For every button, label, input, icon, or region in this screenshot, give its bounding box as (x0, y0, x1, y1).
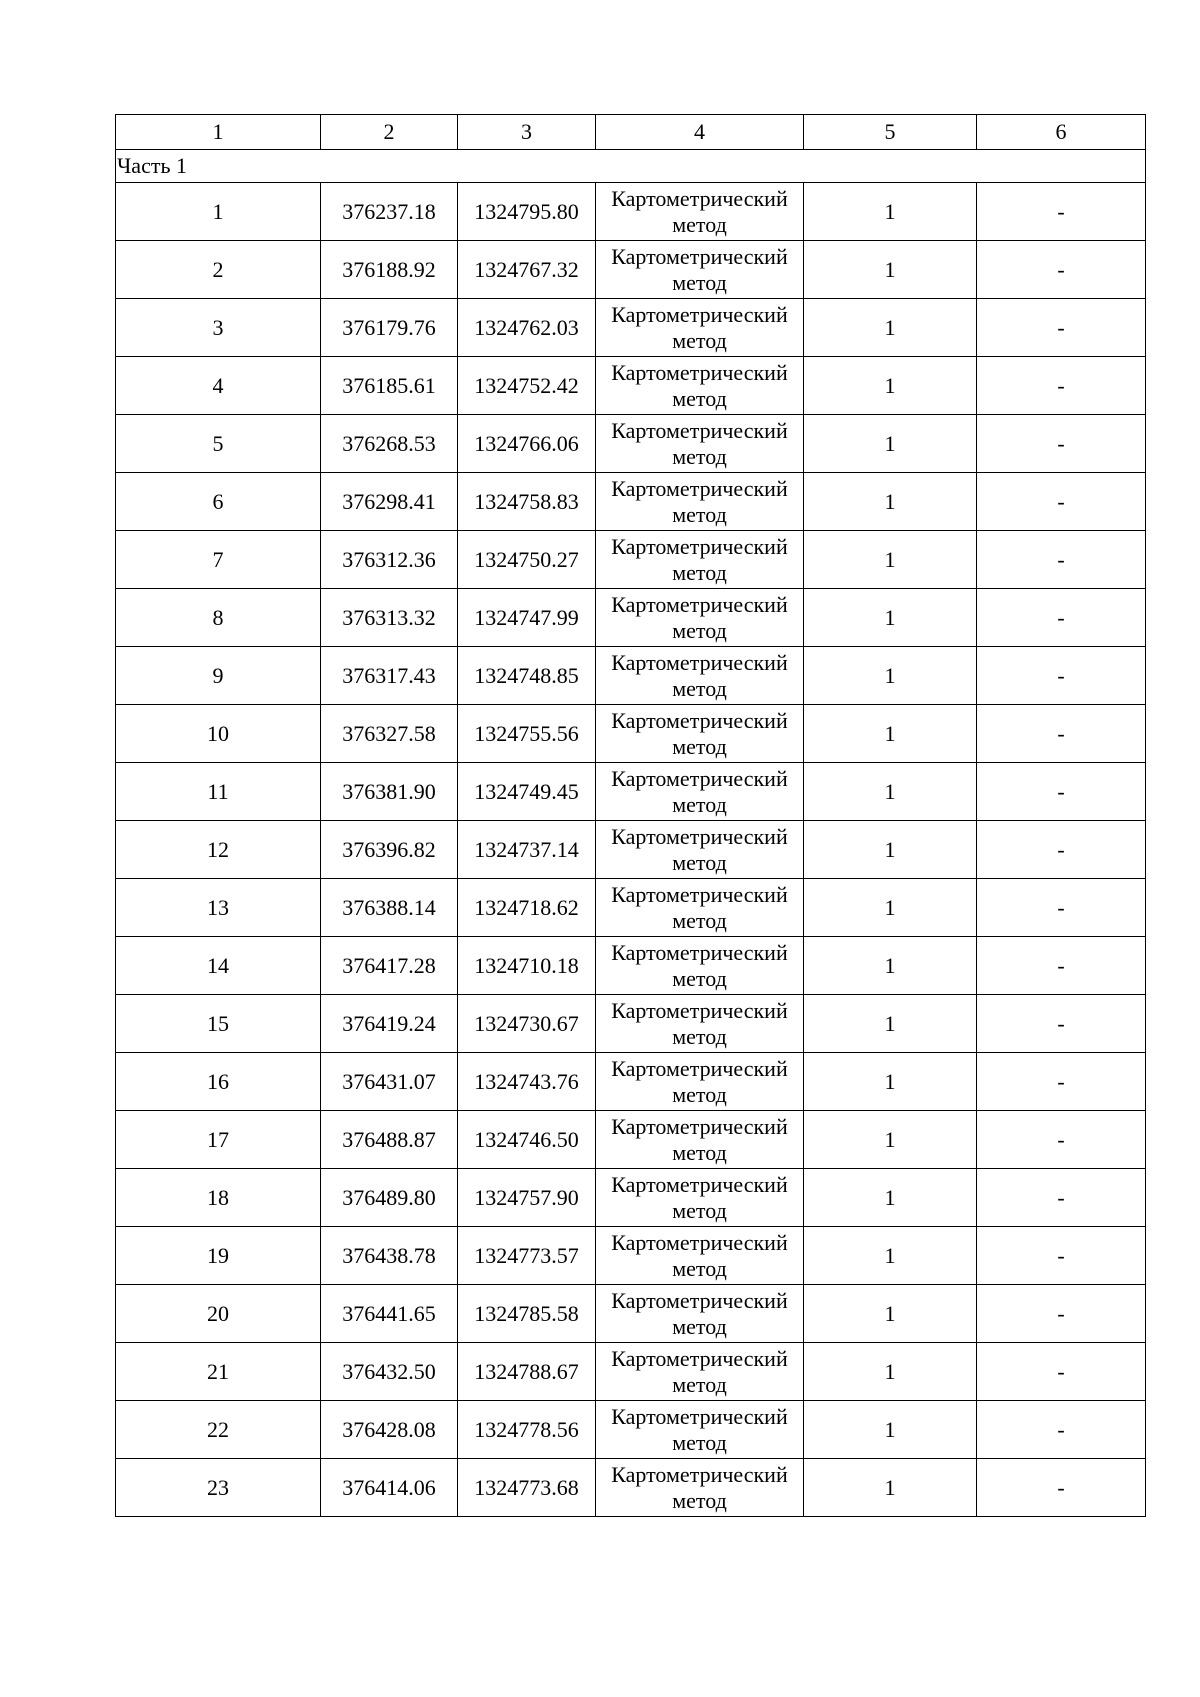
point-number-cell: 17 (116, 1111, 321, 1169)
accuracy-cell: 1 (804, 299, 977, 357)
accuracy-cell: 1 (804, 473, 977, 531)
note-cell: - (977, 299, 1146, 357)
method-line-2: метод (672, 675, 727, 701)
method-line-1: Картометрический (611, 1287, 788, 1313)
note-cell: - (977, 531, 1146, 589)
coordinates-table (115, 114, 1146, 1517)
method-line-1: Картометрический (611, 997, 788, 1023)
note-cell: - (977, 1111, 1146, 1169)
note-cell: - (977, 1343, 1146, 1401)
method-cell (596, 473, 804, 531)
x-coordinate-cell: 376431.07 (321, 1053, 458, 1111)
x-coordinate-cell: 376388.14 (321, 879, 458, 937)
method-line-2: метод (672, 1429, 727, 1455)
accuracy-cell: 1 (804, 531, 977, 589)
method-line-2: метод (672, 1139, 727, 1165)
table-row (116, 241, 1146, 299)
method-line-2: метод (672, 385, 727, 411)
note-cell: - (977, 415, 1146, 473)
accuracy-cell: 1 (804, 821, 977, 879)
x-coordinate-cell: 376313.32 (321, 589, 458, 647)
method-line-2: метод (672, 501, 727, 527)
y-coordinate-cell: 1324788.67 (458, 1343, 596, 1401)
point-number-cell: 22 (116, 1401, 321, 1459)
point-number-cell: 10 (116, 705, 321, 763)
table-row (116, 299, 1146, 357)
table-row (116, 821, 1146, 879)
table-row (116, 357, 1146, 415)
note-cell: - (977, 995, 1146, 1053)
point-number-cell: 8 (116, 589, 321, 647)
accuracy-cell: 1 (804, 183, 977, 241)
point-number-cell: 14 (116, 937, 321, 995)
y-coordinate-cell: 1324773.68 (458, 1459, 596, 1517)
table-row (116, 183, 1146, 241)
point-number-cell: 2 (116, 241, 321, 299)
method-line-1: Картометрический (611, 533, 788, 559)
document-page (115, 114, 1145, 1517)
method-line-1: Картометрический (611, 1055, 788, 1081)
method-line-1: Картометрический (611, 1345, 788, 1371)
table-row (116, 1227, 1146, 1285)
method-line-1: Картометрический (611, 475, 788, 501)
table-row (116, 705, 1146, 763)
column-number-cell: 6 (977, 115, 1146, 150)
table-row (116, 937, 1146, 995)
accuracy-cell: 1 (804, 763, 977, 821)
x-coordinate-cell: 376488.87 (321, 1111, 458, 1169)
x-coordinate-cell: 376317.43 (321, 647, 458, 705)
y-coordinate-cell: 1324755.56 (458, 705, 596, 763)
accuracy-cell: 1 (804, 1053, 977, 1111)
method-line-2: метод (672, 1255, 727, 1281)
method-line-1: Картометрический (611, 1229, 788, 1255)
method-line-1: Картометрический (611, 649, 788, 675)
method-cell (596, 937, 804, 995)
method-line-2: метод (672, 791, 727, 817)
note-cell: - (977, 647, 1146, 705)
method-line-2: метод (672, 1197, 727, 1223)
note-cell: - (977, 473, 1146, 531)
method-line-2: метод (672, 211, 727, 237)
point-number-cell: 6 (116, 473, 321, 531)
column-number-cell: 4 (596, 115, 804, 150)
method-cell (596, 763, 804, 821)
accuracy-cell: 1 (804, 995, 977, 1053)
accuracy-cell: 1 (804, 357, 977, 415)
section-row (116, 150, 1146, 183)
x-coordinate-cell: 376396.82 (321, 821, 458, 879)
method-cell (596, 1343, 804, 1401)
column-number-cell: 1 (116, 115, 321, 150)
table-row (116, 589, 1146, 647)
point-number-cell: 7 (116, 531, 321, 589)
y-coordinate-cell: 1324773.57 (458, 1227, 596, 1285)
y-coordinate-cell: 1324785.58 (458, 1285, 596, 1343)
y-coordinate-cell: 1324778.56 (458, 1401, 596, 1459)
point-number-cell: 12 (116, 821, 321, 879)
method-cell (596, 1053, 804, 1111)
table-row (116, 1343, 1146, 1401)
method-line-1: Картометрический (611, 939, 788, 965)
y-coordinate-cell: 1324767.32 (458, 241, 596, 299)
method-line-1: Картометрический (611, 359, 788, 385)
method-cell (596, 1111, 804, 1169)
x-coordinate-cell: 376327.58 (321, 705, 458, 763)
method-cell (596, 1401, 804, 1459)
method-line-1: Картометрический (611, 243, 788, 269)
x-coordinate-cell: 376438.78 (321, 1227, 458, 1285)
accuracy-cell: 1 (804, 1343, 977, 1401)
method-cell (596, 531, 804, 589)
method-line-1: Картометрический (611, 185, 788, 211)
accuracy-cell: 1 (804, 589, 977, 647)
method-line-1: Картометрический (611, 765, 788, 791)
y-coordinate-cell: 1324746.50 (458, 1111, 596, 1169)
method-line-2: метод (672, 965, 727, 991)
accuracy-cell: 1 (804, 1169, 977, 1227)
y-coordinate-cell: 1324749.45 (458, 763, 596, 821)
y-coordinate-cell: 1324750.27 (458, 531, 596, 589)
x-coordinate-cell: 376179.76 (321, 299, 458, 357)
table-body (116, 115, 1146, 1517)
table-row (116, 531, 1146, 589)
table-row (116, 995, 1146, 1053)
section-label: Часть 1 (116, 150, 1146, 183)
accuracy-cell: 1 (804, 1227, 977, 1285)
method-cell (596, 241, 804, 299)
table-row (116, 1169, 1146, 1227)
x-coordinate-cell: 376381.90 (321, 763, 458, 821)
method-line-2: метод (672, 559, 727, 585)
method-line-2: метод (672, 1081, 727, 1107)
method-line-2: метод (672, 1371, 727, 1397)
note-cell: - (977, 1169, 1146, 1227)
accuracy-cell: 1 (804, 647, 977, 705)
note-cell: - (977, 241, 1146, 299)
method-cell (596, 299, 804, 357)
method-line-1: Картометрический (611, 881, 788, 907)
note-cell: - (977, 1459, 1146, 1517)
point-number-cell: 1 (116, 183, 321, 241)
method-line-2: метод (672, 1313, 727, 1339)
x-coordinate-cell: 376489.80 (321, 1169, 458, 1227)
method-cell (596, 589, 804, 647)
table-row (116, 763, 1146, 821)
accuracy-cell: 1 (804, 415, 977, 473)
y-coordinate-cell: 1324747.99 (458, 589, 596, 647)
method-cell (596, 1459, 804, 1517)
x-coordinate-cell: 376237.18 (321, 183, 458, 241)
note-cell: - (977, 763, 1146, 821)
point-number-cell: 15 (116, 995, 321, 1053)
note-cell: - (977, 705, 1146, 763)
method-cell (596, 821, 804, 879)
x-coordinate-cell: 376432.50 (321, 1343, 458, 1401)
y-coordinate-cell: 1324752.42 (458, 357, 596, 415)
x-coordinate-cell: 376188.92 (321, 241, 458, 299)
note-cell: - (977, 821, 1146, 879)
method-line-2: метод (672, 1023, 727, 1049)
point-number-cell: 11 (116, 763, 321, 821)
accuracy-cell: 1 (804, 937, 977, 995)
method-cell (596, 415, 804, 473)
note-cell: - (977, 589, 1146, 647)
x-coordinate-cell: 376414.06 (321, 1459, 458, 1517)
point-number-cell: 21 (116, 1343, 321, 1401)
method-line-2: метод (672, 327, 727, 353)
method-cell (596, 1169, 804, 1227)
y-coordinate-cell: 1324718.62 (458, 879, 596, 937)
point-number-cell: 4 (116, 357, 321, 415)
accuracy-cell: 1 (804, 241, 977, 299)
y-coordinate-cell: 1324737.14 (458, 821, 596, 879)
x-coordinate-cell: 376268.53 (321, 415, 458, 473)
method-cell (596, 705, 804, 763)
table-row (116, 1053, 1146, 1111)
table-row (116, 473, 1146, 531)
point-number-cell: 3 (116, 299, 321, 357)
y-coordinate-cell: 1324766.06 (458, 415, 596, 473)
x-coordinate-cell: 376185.61 (321, 357, 458, 415)
method-cell (596, 1227, 804, 1285)
note-cell: - (977, 1401, 1146, 1459)
method-line-1: Картометрический (611, 1403, 788, 1429)
table-row (116, 647, 1146, 705)
method-line-2: метод (672, 907, 727, 933)
x-coordinate-cell: 376441.65 (321, 1285, 458, 1343)
method-line-1: Картометрический (611, 823, 788, 849)
x-coordinate-cell: 376428.08 (321, 1401, 458, 1459)
accuracy-cell: 1 (804, 1459, 977, 1517)
point-number-cell: 20 (116, 1285, 321, 1343)
method-cell (596, 1285, 804, 1343)
method-cell (596, 995, 804, 1053)
method-cell (596, 183, 804, 241)
accuracy-cell: 1 (804, 1111, 977, 1169)
x-coordinate-cell: 376298.41 (321, 473, 458, 531)
accuracy-cell: 1 (804, 705, 977, 763)
table-row (116, 1111, 1146, 1169)
x-coordinate-cell: 376417.28 (321, 937, 458, 995)
method-line-2: метод (672, 443, 727, 469)
column-number-cell: 5 (804, 115, 977, 150)
column-number-cell: 2 (321, 115, 458, 150)
y-coordinate-cell: 1324762.03 (458, 299, 596, 357)
table-row (116, 1285, 1146, 1343)
table-row (116, 1401, 1146, 1459)
note-cell: - (977, 879, 1146, 937)
method-line-1: Картометрический (611, 707, 788, 733)
point-number-cell: 19 (116, 1227, 321, 1285)
point-number-cell: 9 (116, 647, 321, 705)
accuracy-cell: 1 (804, 1401, 977, 1459)
note-cell: - (977, 1285, 1146, 1343)
note-cell: - (977, 1227, 1146, 1285)
method-line-2: метод (672, 849, 727, 875)
column-number-row (116, 115, 1146, 150)
table-row (116, 1459, 1146, 1517)
method-line-2: метод (672, 269, 727, 295)
accuracy-cell: 1 (804, 1285, 977, 1343)
note-cell: - (977, 937, 1146, 995)
method-line-2: метод (672, 1487, 727, 1513)
y-coordinate-cell: 1324758.83 (458, 473, 596, 531)
method-line-2: метод (672, 617, 727, 643)
point-number-cell: 18 (116, 1169, 321, 1227)
y-coordinate-cell: 1324710.18 (458, 937, 596, 995)
accuracy-cell: 1 (804, 879, 977, 937)
point-number-cell: 13 (116, 879, 321, 937)
method-line-1: Картометрический (611, 301, 788, 327)
column-number-cell: 3 (458, 115, 596, 150)
x-coordinate-cell: 376419.24 (321, 995, 458, 1053)
method-cell (596, 879, 804, 937)
method-line-1: Картометрический (611, 417, 788, 443)
point-number-cell: 23 (116, 1459, 321, 1517)
method-cell (596, 357, 804, 415)
y-coordinate-cell: 1324730.67 (458, 995, 596, 1053)
y-coordinate-cell: 1324743.76 (458, 1053, 596, 1111)
note-cell: - (977, 183, 1146, 241)
note-cell: - (977, 357, 1146, 415)
method-line-1: Картометрический (611, 1113, 788, 1139)
table-row (116, 415, 1146, 473)
y-coordinate-cell: 1324795.80 (458, 183, 596, 241)
method-line-1: Картометрический (611, 591, 788, 617)
method-cell (596, 647, 804, 705)
point-number-cell: 16 (116, 1053, 321, 1111)
method-line-2: метод (672, 733, 727, 759)
y-coordinate-cell: 1324748.85 (458, 647, 596, 705)
y-coordinate-cell: 1324757.90 (458, 1169, 596, 1227)
point-number-cell: 5 (116, 415, 321, 473)
note-cell: - (977, 1053, 1146, 1111)
method-line-1: Картометрический (611, 1461, 788, 1487)
x-coordinate-cell: 376312.36 (321, 531, 458, 589)
table-row (116, 879, 1146, 937)
method-line-1: Картометрический (611, 1171, 788, 1197)
